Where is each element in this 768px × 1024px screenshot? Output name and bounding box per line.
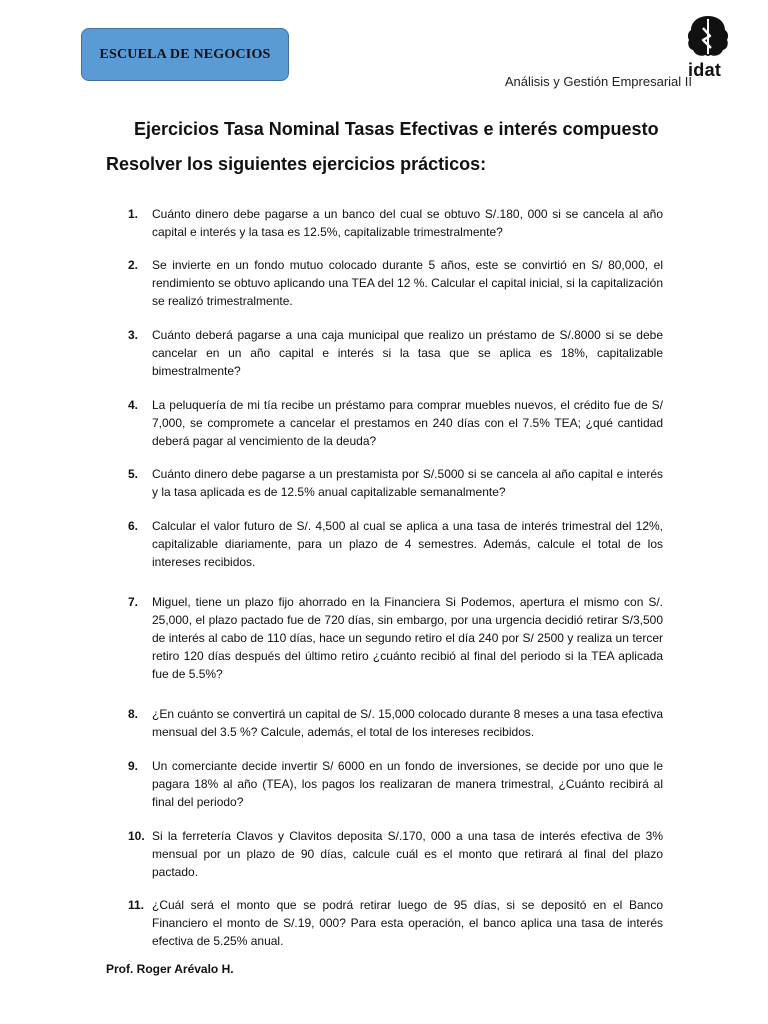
exercise-text: ¿Cuál será el monto que se podrá retirar luego de 95 días, si se depositó en el Banco Financiero el monto de S/.19, 000? Para esta operación, el banco aplica una tasa de interés efectiva de 5.25% anual. xyxy=(152,898,663,948)
exercise-text: Cuánto deberá pagarse a una caja municipal que realizo un préstamo de S/.8000 si se debe cancelar en un año capital e interés si la tasa que se aplica es 18%, capitalizable bimestralmente? xyxy=(152,328,663,378)
exercise-item xyxy=(128,465,663,501)
exercise-item xyxy=(128,326,663,380)
exercise-text: Calcular el valor futuro de S/. 4,500 al cual se aplica a una tasa de interés trimestral del 12%, capitalizable diariamente, para un plazo de 4 semestres. Además, calcule el total de los intereses recibidos. xyxy=(152,519,663,569)
exercise-item xyxy=(128,827,663,881)
school-badge-label: ESCUELA DE NEGOCIOS xyxy=(99,46,271,62)
exercise-item xyxy=(128,896,663,950)
exercise-text: ¿En cuánto se convertirá un capital de S/. 15,000 colocado durante 8 meses a una tasa efectiva mensual del 3.5 %? Calcule, además, el total de los intereses recibidos. xyxy=(152,707,663,739)
exercise-text: Cuánto dinero debe pagarse a un prestamista por S/.5000 si se cancela al año capital e interés y la tasa aplicada es de 12.5% anual capitalizable semanalmente? xyxy=(152,467,663,499)
exercise-text: Se invierte en un fondo mutuo colocado durante 5 años, este se convirtió en S/ 80,000, el rendimiento se obtuvo aplicando una TEA del 12 %. Calcular el capital inicial, si la capitalización se realizó trimestralmente. xyxy=(152,258,663,308)
exercise-text: Si la ferretería Clavos y Clavitos deposita S/.170, 000 a una tasa de interés efectiva de 3% mensual por un plazo de 90 días, calcule cuál es el monto que retirará al final del plazo pactado. xyxy=(152,829,663,879)
exercise-number: 10. xyxy=(128,829,145,843)
exercise-text: Un comerciante decide invertir S/ 6000 en un fondo de inversiones, se decide por uno que le pagara 18% al año (TEA), los pagos los realizaran de manera trimestral, ¿Cuánto recibirá al final del periodo? xyxy=(152,759,663,809)
exercise-item xyxy=(128,517,663,571)
exercise-number: 4. xyxy=(128,398,139,412)
exercise-text: Cuánto dinero debe pagarse a un banco del cual se obtuvo S/.180, 000 si se cancela al año capital e interés y la tasa es 12.5%, capitalizable trimestralmente? xyxy=(152,207,663,239)
exercise-number: 7. xyxy=(128,595,139,609)
course-name: Análisis y Gestión Empresarial II xyxy=(504,74,692,89)
exercise-number: 11. xyxy=(128,898,145,912)
exercise-number: 6. xyxy=(128,519,139,533)
exercise-item xyxy=(128,593,663,683)
page-title: Ejercicios Tasa Nominal Tasas Efectivas e interés compuesto xyxy=(134,119,659,139)
exercise-number: 5. xyxy=(128,467,139,481)
exercise-number: 2. xyxy=(128,258,139,272)
page-subtitle: Resolver los siguientes ejercicios prácticos: xyxy=(106,154,487,174)
exercise-text: La peluquería de mi tía recibe un préstamo para comprar muebles nuevos, el crédito fue de S/ 7,000, se compromete a cancelar el prestamos en 240 días con el 7.5% TEA; ¿qué cantidad deberá pagar al vencimiento de la deuda? xyxy=(152,398,663,448)
exercise-item xyxy=(128,396,663,450)
idat-logo-text: idat xyxy=(688,60,722,80)
exercise-text: Miguel, tiene un plazo fijo ahorrado en la Financiera Si Podemos, apertura el mismo con S/. 25,000, el plazo pactado fue de 720 días, sin embargo, por una urgencia decidió retirar S/3,500 de interés al cabo de 110 días, hace un segundo retiro el día 240 por S/ 2500 y realiza un tercer retiro 120 días después del último retiro ¿cuánto recibió al final del periodo si la TEA aplicada fue de 5.5%? xyxy=(152,595,663,681)
exercise-item xyxy=(128,757,663,811)
exercise-item xyxy=(128,256,663,310)
school-badge xyxy=(81,28,289,81)
exercise-number: 9. xyxy=(128,759,139,773)
exercise-number: 8. xyxy=(128,707,139,721)
exercise-number: 3. xyxy=(128,328,139,342)
exercise-number: 1. xyxy=(128,207,139,221)
author-footer: Prof. Roger Arévalo H. xyxy=(106,962,234,976)
exercise-item xyxy=(128,705,663,741)
exercise-item xyxy=(128,205,663,241)
